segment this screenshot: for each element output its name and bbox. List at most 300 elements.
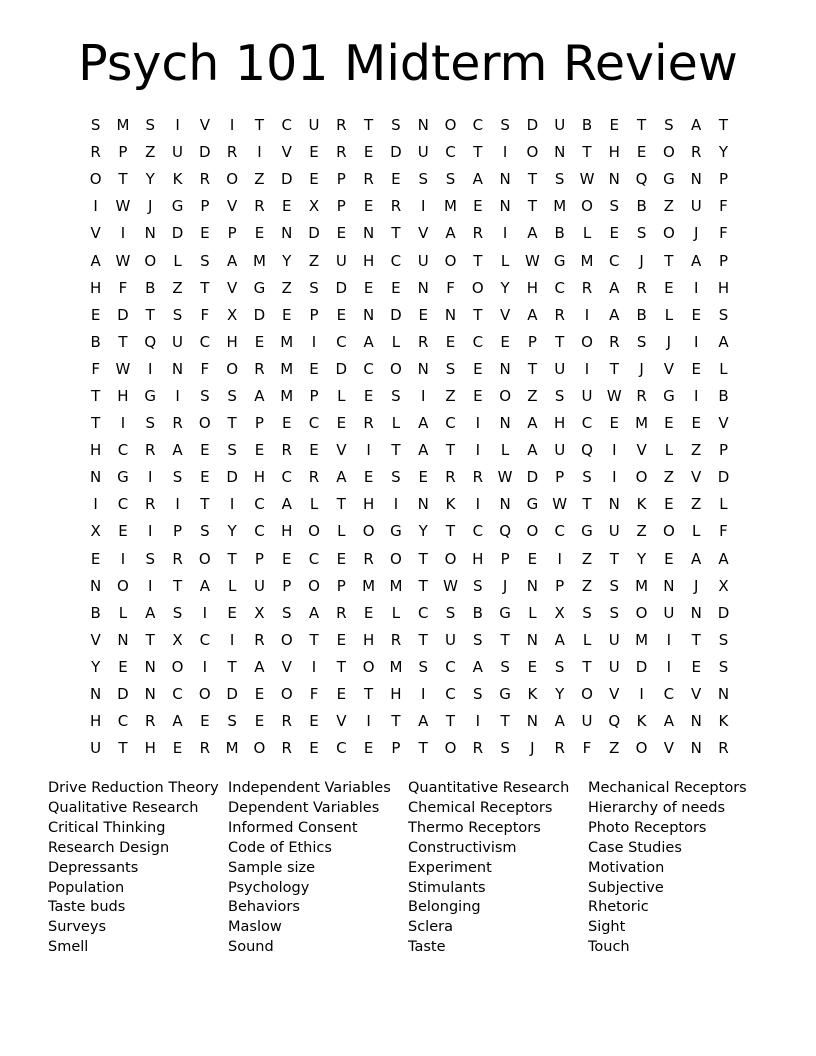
word-item: Critical Thinking — [48, 819, 166, 836]
grid-letter: M — [389, 576, 403, 595]
grid-letter: G — [117, 468, 129, 487]
grid-letter: T — [473, 251, 483, 270]
grid-letter: T — [445, 712, 456, 731]
grid-letter: A — [472, 170, 483, 189]
grid-letter: H — [362, 630, 375, 649]
grid-letter: S — [172, 603, 183, 622]
grid-letter: S — [445, 359, 456, 378]
grid-letter: U — [690, 197, 702, 216]
grid-letter: R — [690, 143, 702, 162]
grid-letter: E — [281, 197, 292, 216]
grid-letter: E — [664, 414, 674, 433]
grid-letter: H — [117, 386, 129, 405]
grid-letter: H — [472, 549, 484, 568]
grid-letter: N — [690, 603, 702, 622]
word-item: Smell — [48, 939, 89, 956]
grid-letter: M — [635, 576, 649, 595]
grid-letter: E — [118, 522, 128, 541]
grid-letter: S — [391, 468, 401, 487]
grid-letter: S — [145, 549, 155, 568]
grid-letter: I — [175, 386, 180, 405]
grid-letter: C — [445, 414, 456, 433]
grid-letter: P — [309, 386, 319, 405]
grid-letter: F — [309, 685, 319, 704]
grid-letter: I — [420, 685, 426, 704]
grid-letter: O — [390, 359, 402, 378]
grid-letter: G — [390, 522, 402, 541]
grid-letter: S — [281, 603, 292, 622]
grid-letter: Q — [635, 170, 648, 189]
grid-letter: T — [473, 305, 483, 324]
grid-letter: K — [636, 495, 647, 514]
grid-letter: R — [554, 739, 565, 758]
grid-letter: A — [691, 116, 702, 135]
grid-letter: M — [553, 197, 567, 216]
grid-letter: E — [391, 278, 401, 297]
grid-letter: I — [366, 712, 371, 731]
grid-letter: B — [90, 603, 101, 622]
grid-letter: E — [363, 197, 374, 216]
grid-letter: C — [308, 549, 320, 568]
grid-letter: M — [444, 197, 457, 216]
grid-letter: Z — [308, 251, 320, 270]
grid-letter: I — [175, 116, 180, 135]
grid-letter: U — [172, 143, 184, 162]
grid-letter: U — [308, 116, 320, 135]
grid-letter: U — [554, 359, 566, 378]
grid-letter: D — [635, 657, 648, 676]
grid-letter: Q — [608, 712, 621, 731]
grid-letter: A — [718, 332, 729, 351]
grid-letter: E — [664, 549, 674, 568]
grid-letter: N — [499, 197, 511, 216]
grid-letter: E — [254, 712, 265, 731]
grid-letter: S — [664, 116, 674, 135]
grid-letter: Z — [281, 278, 292, 297]
grid-letter: E — [336, 224, 347, 243]
grid-letter: E — [336, 549, 347, 568]
grid-letter: J — [693, 224, 699, 243]
grid-letter: R — [90, 143, 101, 162]
grid-letter: P — [718, 170, 728, 189]
grid-letter: C — [445, 685, 456, 704]
grid-letter: S — [227, 386, 237, 405]
grid-letter: L — [173, 251, 182, 270]
grid-letter: E — [254, 685, 265, 704]
grid-letter: O — [635, 468, 648, 487]
grid-letter: D — [526, 468, 539, 487]
grid-letter: E — [691, 305, 701, 324]
grid-letter: A — [691, 549, 702, 568]
grid-letter: T — [145, 305, 155, 324]
grid-letter: E — [691, 414, 701, 433]
grid-letter: E — [254, 224, 265, 243]
grid-letter: R — [363, 170, 374, 189]
grid-letter: E — [309, 441, 319, 460]
grid-letter: R — [718, 739, 729, 758]
grid-letter: S — [200, 522, 210, 541]
grid-letter: U — [417, 251, 429, 270]
grid-letter: I — [148, 522, 153, 541]
grid-letter: I — [612, 468, 617, 487]
grid-letter: G — [663, 170, 675, 189]
grid-letter: N — [526, 576, 539, 595]
grid-letter: W — [115, 251, 131, 270]
grid-letter: X — [226, 305, 238, 324]
grid-letter: I — [311, 657, 317, 676]
grid-letter: T — [118, 170, 128, 189]
grid-letter: D — [226, 685, 238, 704]
grid-letter: U — [253, 576, 265, 595]
grid-letter: A — [227, 251, 238, 270]
grid-letter: K — [527, 685, 538, 704]
grid-letter: N — [417, 359, 429, 378]
grid-letter: E — [309, 170, 319, 189]
grid-letter: E — [609, 414, 620, 433]
grid-letter: X — [718, 576, 729, 595]
grid-letter: E — [309, 143, 319, 162]
word-item: Sound — [228, 939, 274, 956]
grid-letter: C — [663, 685, 675, 704]
grid-letter: Q — [144, 332, 157, 351]
grid-letter: N — [117, 630, 129, 649]
grid-row — [82, 600, 738, 627]
grid-letter: S — [582, 603, 592, 622]
grid-letter: R — [145, 712, 156, 731]
grid-letter: K — [172, 170, 183, 189]
grid-letter: R — [336, 603, 347, 622]
grid-row — [82, 356, 738, 383]
grid-letter: R — [254, 359, 265, 378]
grid-letter: R — [390, 197, 402, 216]
grid-letter: D — [335, 359, 348, 378]
grid-letter: C — [254, 522, 265, 541]
grid-letter: I — [229, 630, 235, 649]
grid-letter: O — [144, 251, 157, 270]
grid-letter: L — [692, 522, 701, 541]
grid-letter: C — [445, 657, 456, 676]
word-item: Qualitative Research — [48, 799, 199, 816]
grid-letter: E — [336, 414, 347, 433]
grid-letter: P — [555, 576, 565, 595]
grid-row — [82, 275, 738, 302]
grid-letter: N — [499, 495, 511, 514]
grid-letter: S — [309, 278, 319, 297]
grid-letter: H — [226, 332, 238, 351]
grid-letter: E — [391, 170, 401, 189]
grid-letter: Y — [500, 278, 510, 297]
grid-letter: I — [148, 359, 153, 378]
grid-row — [82, 112, 738, 139]
grid-letter: E — [609, 224, 620, 243]
word-item: Drive Reduction Theory — [48, 780, 219, 796]
grid-letter: A — [254, 657, 265, 676]
grid-letter: T — [200, 495, 210, 514]
grid-letter: X — [308, 197, 320, 216]
grid-letter: F — [91, 359, 100, 378]
grid-letter: E — [172, 739, 183, 758]
grid-letter: D — [117, 685, 129, 704]
grid-letter: N — [144, 685, 156, 704]
grid-letter: W — [606, 386, 622, 405]
grid-letter: T — [418, 630, 428, 649]
grid-letter: B — [90, 332, 101, 351]
grid-letter: E — [254, 441, 265, 460]
grid-letter: T — [118, 332, 128, 351]
grid-letter: O — [635, 603, 648, 622]
grid-letter: D — [308, 224, 320, 243]
grid-letter: W — [552, 495, 568, 514]
grid-letter: E — [363, 603, 374, 622]
grid-letter: F — [582, 739, 592, 758]
grid-letter: S — [582, 468, 592, 487]
grid-letter: K — [445, 495, 456, 514]
grid-letter: U — [608, 522, 620, 541]
grid-letter: S — [554, 386, 565, 405]
grid-letter: O — [362, 522, 375, 541]
grid-letter: B — [636, 197, 647, 216]
grid-letter: V — [691, 685, 702, 704]
grid-letter: R — [336, 143, 347, 162]
grid-letter: M — [580, 251, 594, 270]
grid-letter: S — [172, 468, 183, 487]
grid-letter: T — [391, 224, 401, 243]
grid-letter: O — [581, 332, 593, 351]
grid-letter: W — [443, 576, 458, 595]
grid-letter: O — [526, 522, 539, 541]
word-item: Touch — [588, 939, 630, 956]
grid-letter: R — [172, 549, 183, 568]
grid-letter: A — [609, 278, 620, 297]
grid-letter: W — [579, 170, 595, 189]
grid-letter: Z — [609, 739, 620, 758]
grid-letter: Y — [555, 685, 565, 704]
grid-letter: C — [281, 116, 292, 135]
grid-letter: D — [226, 468, 238, 487]
grid-letter: S — [391, 386, 401, 405]
word-bank — [48, 779, 768, 958]
grid-letter: R — [636, 386, 647, 405]
grid-letter: H — [253, 468, 266, 487]
grid-letter: G — [581, 522, 593, 541]
grid-row — [82, 329, 738, 356]
grid-letter: R — [336, 116, 347, 135]
grid-letter: U — [172, 332, 184, 351]
grid-letter: I — [420, 386, 426, 405]
grid-letter: S — [718, 630, 729, 649]
grid-letter: G — [499, 685, 511, 704]
grid-letter: P — [718, 251, 728, 270]
grid-letter: N — [499, 414, 511, 433]
grid-letter: T — [609, 359, 619, 378]
grid-letter: R — [281, 441, 292, 460]
grid-letter: N — [90, 685, 102, 704]
word-item: Population — [48, 879, 125, 896]
word-item: Rhetoric — [588, 899, 649, 916]
grid-letter: I — [639, 685, 644, 704]
grid-letter: U — [335, 251, 347, 270]
grid-letter: S — [473, 630, 483, 649]
word-item: Sample size — [228, 859, 316, 876]
grid-letter: L — [337, 522, 346, 541]
grid-letter: L — [391, 603, 401, 622]
grid-letter: V — [691, 468, 702, 487]
grid-letter: H — [526, 278, 539, 297]
grid-letter: S — [609, 603, 620, 622]
grid-letter: C — [254, 495, 265, 514]
grid-letter: G — [526, 495, 539, 514]
grid-row — [82, 654, 738, 681]
grid-letter: D — [717, 468, 730, 487]
grid-letter: O — [198, 549, 211, 568]
grid-letter: N — [526, 630, 539, 649]
grid-letter: L — [391, 332, 401, 351]
grid-letter: T — [582, 495, 592, 514]
grid-letter: V — [609, 685, 620, 704]
grid-letter: I — [229, 495, 235, 514]
grid-letter: R — [145, 441, 156, 460]
grid-letter: S — [418, 657, 428, 676]
grid-letter: C — [281, 468, 292, 487]
grid-letter: S — [145, 414, 155, 433]
grid-letter: O — [198, 414, 211, 433]
grid-letter: O — [308, 522, 320, 541]
grid-letter: T — [637, 116, 647, 135]
grid-letter: Z — [663, 468, 675, 487]
grid-letter: E — [118, 657, 128, 676]
grid-letter: E — [281, 414, 292, 433]
grid-letter: W — [524, 251, 540, 270]
grid-letter: Q — [581, 441, 593, 460]
grid-letter: E — [200, 712, 210, 731]
grid-letter: V — [663, 359, 675, 378]
grid-letter: V — [718, 414, 729, 433]
grid-letter: S — [445, 603, 456, 622]
grid-letter: Z — [691, 495, 702, 514]
grid-letter: I — [475, 495, 481, 514]
grid-letter: T — [582, 143, 592, 162]
grid-letter: J — [639, 251, 644, 270]
grid-letter: I — [502, 224, 508, 243]
grid-letter: C — [199, 630, 211, 649]
word-item: Thermo Receptors — [408, 819, 541, 836]
grid-letter: N — [690, 712, 702, 731]
grid-letter: A — [527, 414, 538, 433]
grid-letter: S — [418, 170, 428, 189]
grid-letter: T — [200, 278, 210, 297]
grid-letter: T — [254, 116, 265, 135]
grid-letter: O — [198, 685, 211, 704]
grid-letter: C — [472, 522, 484, 541]
grid-row — [82, 302, 738, 329]
grid-letter: P — [500, 549, 510, 568]
grid-letter: T — [418, 739, 428, 758]
grid-letter: I — [120, 549, 126, 568]
grid-letter: H — [90, 278, 102, 297]
grid-letter: I — [557, 549, 562, 568]
grid-letter: D — [717, 603, 730, 622]
grid-letter: R — [472, 739, 484, 758]
grid-letter: O — [226, 359, 239, 378]
grid-letter: T — [418, 549, 428, 568]
grid-letter: N — [417, 278, 429, 297]
word-item: Taste buds — [48, 899, 126, 916]
grid-letter: C — [554, 522, 565, 541]
grid-letter: A — [527, 224, 538, 243]
grid-letter: S — [473, 576, 483, 595]
grid-letter: Y — [637, 549, 647, 568]
grid-letter: A — [254, 386, 265, 405]
grid-letter: O — [280, 630, 293, 649]
grid-letter: B — [472, 603, 483, 622]
grid-letter: F — [719, 197, 728, 216]
grid-letter: Z — [172, 278, 183, 297]
grid-letter: I — [257, 143, 262, 162]
grid-letter: H — [608, 143, 620, 162]
grid-letter: P — [718, 441, 728, 460]
grid-letter: I — [475, 414, 481, 433]
word-item: Chemical Receptors — [408, 799, 553, 816]
grid-letter: S — [636, 224, 647, 243]
word-item: Behaviors — [228, 899, 300, 916]
grid-letter: E — [363, 143, 374, 162]
grid-letter: L — [118, 603, 128, 622]
grid-row — [82, 166, 738, 193]
grid-letter: I — [148, 576, 153, 595]
grid-letter: O — [117, 576, 129, 595]
grid-letter: S — [145, 116, 155, 135]
grid-letter: E — [527, 657, 538, 676]
grid-letter: N — [171, 359, 184, 378]
word-item: Motivation — [588, 859, 665, 876]
grid-letter: F — [719, 224, 728, 243]
grid-letter: H — [390, 685, 402, 704]
grid-letter: M — [280, 332, 294, 351]
grid-letter: E — [336, 685, 347, 704]
grid-letter: I — [93, 495, 98, 514]
grid-letter: H — [144, 739, 156, 758]
grid-letter: U — [417, 143, 429, 162]
grid-letter: A — [609, 305, 620, 324]
grid-letter: A — [527, 305, 538, 324]
grid-letter: E — [500, 332, 510, 351]
grid-letter: A — [663, 712, 675, 731]
grid-letter: N — [499, 359, 511, 378]
grid-letter: U — [581, 712, 593, 731]
grid-letter: O — [253, 739, 266, 758]
grid-letter: N — [554, 143, 566, 162]
grid-letter: V — [281, 143, 292, 162]
grid-letter: E — [309, 712, 319, 731]
grid-letter: N — [608, 495, 620, 514]
grid-letter: P — [254, 414, 264, 433]
grid-letter: E — [418, 468, 428, 487]
grid-letter: Y — [227, 522, 237, 541]
grid-letter: J — [148, 197, 153, 216]
grid-letter: L — [719, 359, 728, 378]
grid-letter: D — [526, 116, 539, 135]
grid-letter: P — [336, 576, 346, 595]
grid-letter: N — [690, 739, 702, 758]
grid-letter: A — [418, 712, 429, 731]
grid-letter: N — [90, 576, 102, 595]
grid-letter: O — [662, 224, 675, 243]
grid-letter: I — [666, 630, 672, 649]
grid-letter: A — [363, 332, 374, 351]
grid-letter: G — [663, 386, 675, 405]
grid-letter: A — [336, 468, 347, 487]
grid-letter: O — [662, 522, 675, 541]
